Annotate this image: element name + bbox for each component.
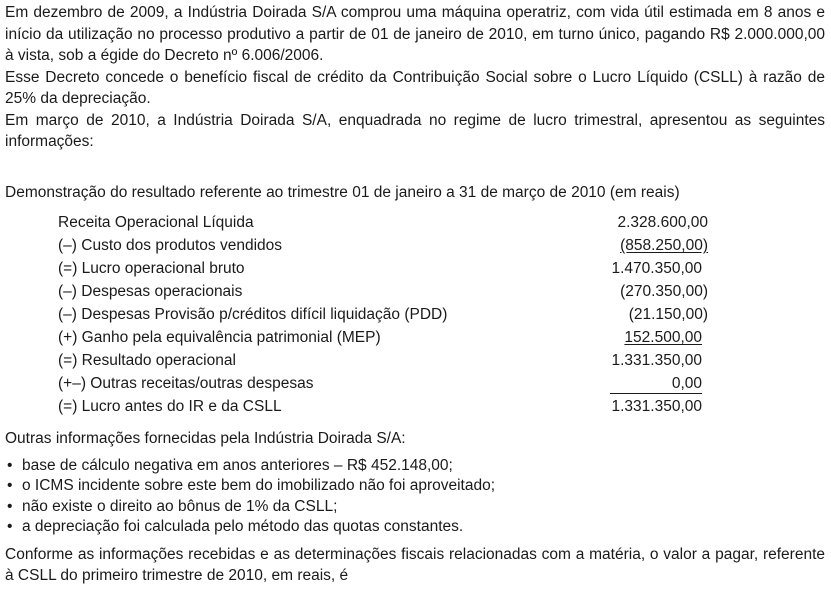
row-value: 2.328.600,00: [617, 214, 708, 231]
statement-title: Demonstração do resultado referente ao trimestre 01 de janeiro a 31 de março de 2010 (em reais): [5, 183, 680, 201]
row-label: (–) Custo dos produtos vendidos: [58, 237, 283, 254]
row-value: (858.250,00): [620, 237, 708, 254]
row-label: (=) Lucro operacional bruto: [58, 260, 245, 277]
intro-paragraph-march: Em março de 2010, a Indústria Doirada S/A, enquadrada no regime de lucro trimestral, apresentou as seguintes informações:: [5, 111, 825, 150]
intro-paragraph-purchase: Em dezembro de 2009, a Indústria Doirada S/A comprou uma máquina operatriz, com vida útil estimada em 8 anos e início da utilização no processo produtivo a partir de 01 de janeiro de 2010, em turno único, pagando R$ 2.000.000,00 à vista, sob a égide do Decreto nº 6.006/2006.: [5, 4, 825, 64]
other-info-list: [5, 456, 825, 538]
document-body: [5, 2, 825, 602]
table-row: [58, 280, 708, 303]
row-label: (–) Despesas Provisão p/créditos difícil liquidação (PDD): [58, 306, 448, 323]
row-value: 152.500,00: [624, 329, 702, 346]
table-row: [58, 211, 708, 234]
list-item: • o ICMS incidente sobre este bem do imobilizado não foi aproveitado;: [5, 476, 825, 497]
row-value: 1.331.350,00: [611, 352, 702, 369]
table-row: [58, 326, 708, 349]
intro-paragraph-decree: Esse Decreto concede o benefício fiscal de crédito da Contribuição Social sobre o Lucro Líquido (CSLL) à razão de 25% da depreciação.: [5, 68, 825, 107]
other-info-title: Outras informações fornecidas pela Indústria Doirada S/A:: [5, 430, 406, 447]
table-row: [58, 234, 708, 257]
blank-line: [5, 153, 825, 174]
row-value: 1.470.350,00: [611, 260, 702, 277]
row-label: (=) Lucro antes do IR e da CSLL: [58, 398, 282, 415]
list-item: • a depreciação foi calculada pelo método das quotas constantes.: [5, 517, 825, 538]
row-value: (21.150,00): [628, 306, 708, 323]
row-value: (270.350,00): [620, 283, 708, 300]
table-row: [58, 349, 708, 372]
row-value: 1.331.350,00: [611, 398, 702, 415]
table-row: [58, 303, 708, 326]
row-label: (+–) Outras receitas/outras despesas: [58, 375, 314, 392]
list-item: • base de cálculo negativa em anos anteriores – R$ 452.148,00;: [5, 456, 825, 477]
row-label: (+) Ganho pela equivalência patrimonial (MEP): [58, 329, 381, 346]
question-text: Conforme as informações recebidas e as determinações fiscais relacionadas com a matéria, o valor a pagar, referente à CSLL do primeiro trimestre de 2010, em reais, é: [5, 545, 825, 584]
table-row: [58, 395, 708, 418]
income-statement-table: [58, 211, 708, 418]
table-row: [58, 372, 708, 395]
list-item: • não existe o direito ao bônus de 1% da CSLL;: [5, 497, 825, 518]
row-value: 0,00: [610, 375, 702, 394]
row-label: (=) Resultado operacional: [58, 352, 236, 369]
row-label: (–) Despesas operacionais: [58, 283, 243, 300]
row-label: Receita Operacional Líquida: [58, 214, 254, 231]
table-row: [58, 257, 708, 280]
